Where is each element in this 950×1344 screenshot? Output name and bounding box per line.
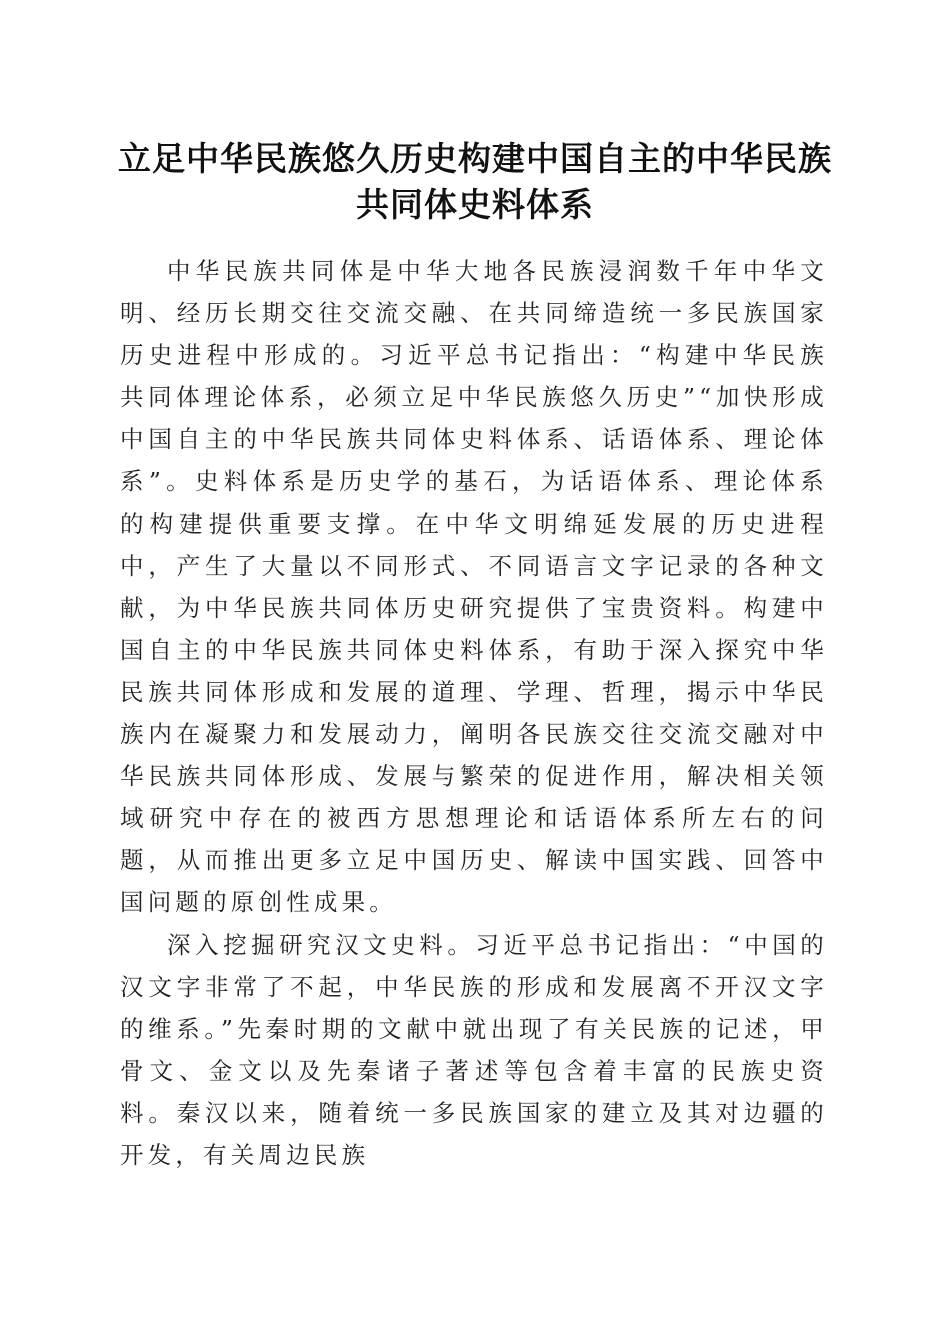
document-title: 立足中华民族悠久历史构建中国自主的中华民族共同体史料体系: [118, 139, 832, 224]
paragraph-2: 深入挖掘研究汉文史料。习近平总书记指出：“中国的汉文字非常了不起，中华民族的形成和发展离不开汉文字的维系。”先秦时期的文献中就出现了有关民族的记述，甲骨文、金文以及先秦诸子著述等包含着丰富的民族史资料。秦汉以来，随着统一多民族国家的建立及其对边疆的开发，有关周边民族: [120, 930, 828, 1169]
paragraph-1: 中华民族共同体是中华大地各民族浸润数千年中华文明、经历长期交往交流交融、在共同缔造统一多民族国家历史进程中形成的。习近平总书记指出：“构建中华民族共同体理论体系，必须立足中华民族悠久历史”“加快形成中国自主的中华民族共同体史料体系、话语体系、理论体系”。史料体系是历史学的基石，为话语体系、理论体系的构建提供重要支撑。在中华文明绵延发展的历史进程中，产生了大量以不同形式、不同语言文字记录的各种文献，为中华民族共同体历史研究提供了宝贵资料。构建中国自主的中华民族共同体史料体系，有助于深入探究中华民族共同体形成和发展的道理、学理、哲理，揭示中华民族内在凝聚力和发展动力，阐明各民族交往交流交融对中华民族共同体形成、发展与繁荣的促进作用，解决相关领域研究中存在的被西方思想理论和话语体系所左右的问题，从而推出更多立足中国历史、解读中国实践、回答中国问题的原创性成果。: [120, 257, 828, 917]
document-body: [120, 250, 828, 1176]
